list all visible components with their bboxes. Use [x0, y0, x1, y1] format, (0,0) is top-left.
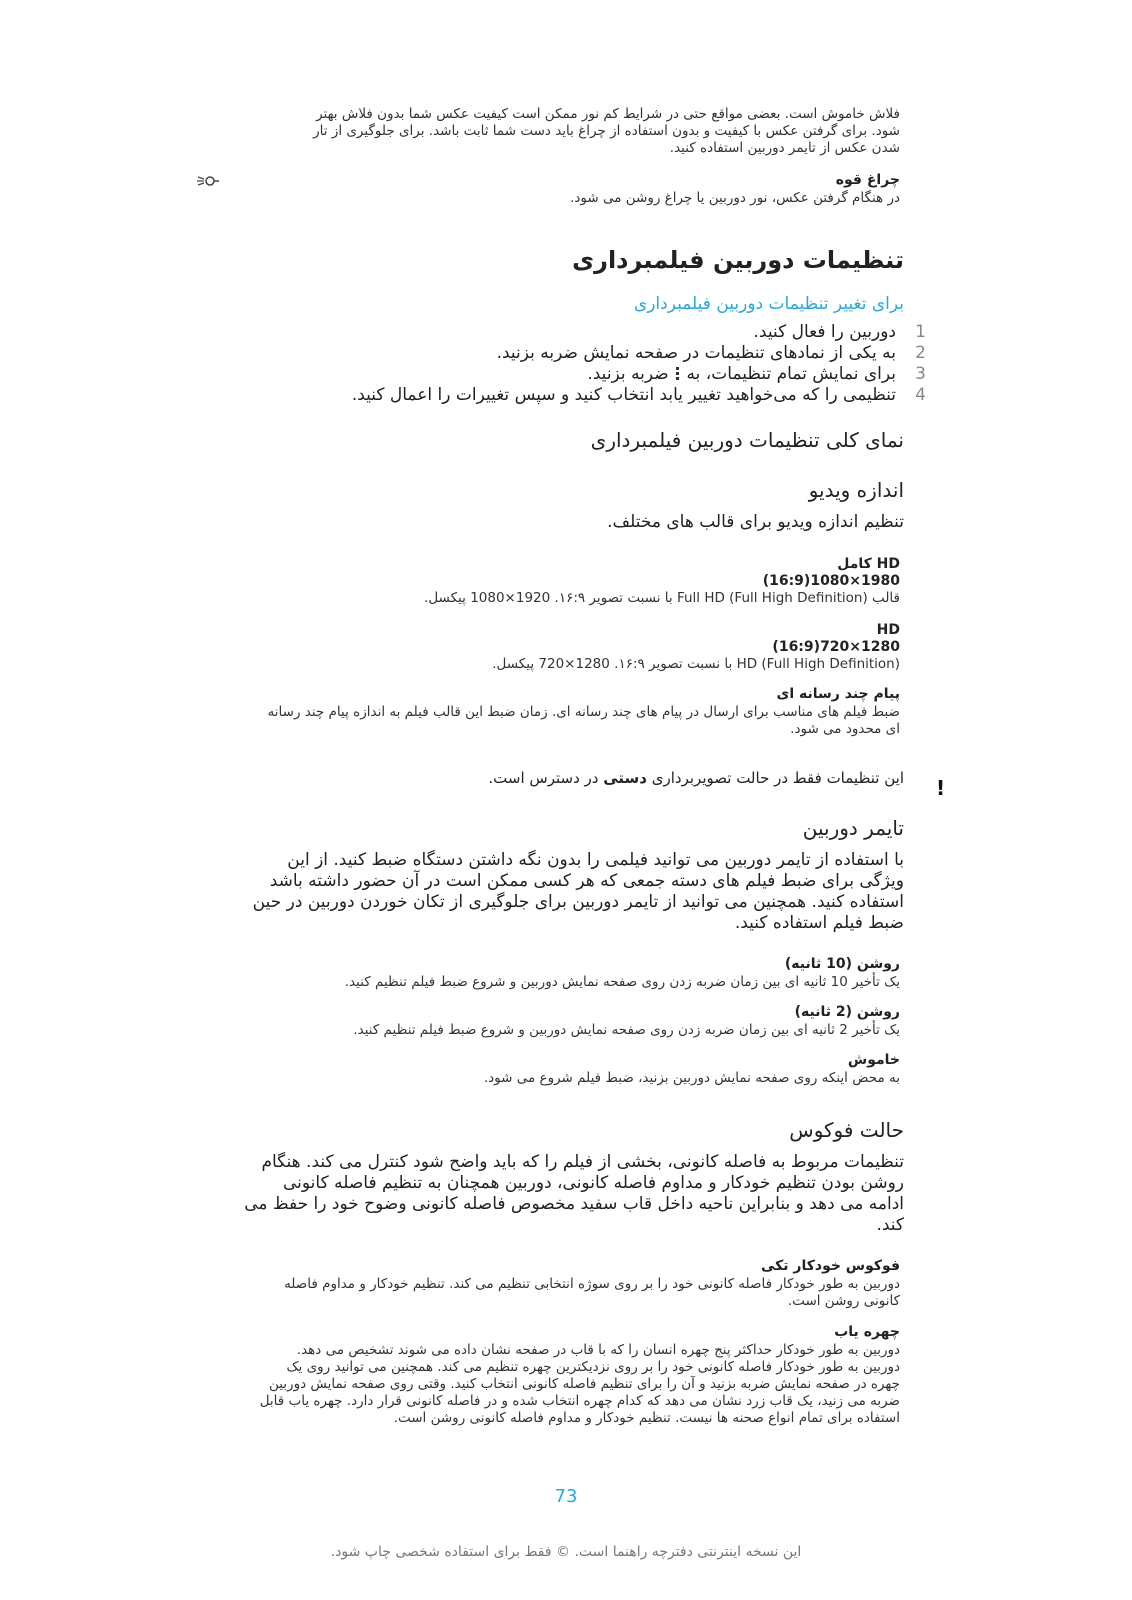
page-title: تنظیمات دوربین فیلمبرداری — [572, 246, 904, 274]
option-title: HD — [876, 622, 900, 638]
option-desc: قالب Full HD (Full High Definition) با نسبت تصویر ۱۶:۹. 1920×1080 پیکسل. — [424, 590, 900, 606]
torch-icon — [196, 175, 220, 187]
option-desc: دوربین به طور خودکار حداکثر پنج چهره انسان را که با قاب در صفحه نشان داده می شوند تشخیص می دهد. دوربین به طور خودکار فاصله کانونی خود را بر روی نزدیکترین چهره تنظیم می کند. همچنین می توانید روی یک چهره در صفحه نمایش ضربه بزنید و آن را برای تنظیم فاصله کانونی انتخاب کنید. وقتی روی صفحه نمایش دوربین ضربه می زنید، یک قاب زرد نشان می دهد که کدام چهره انتخاب شده و در فاصله کانونی قرار دارد. چهره یاب قابل استفاده برای تمام انواع صحنه ها نیست. تنظیم خودکار و مداوم فاصله کانونی روشن است. — [259, 1342, 900, 1426]
option-desc: ای محدود می شود. — [790, 721, 900, 737]
focus-mode-title: حالت فوکوس — [789, 1118, 904, 1142]
option-title: روشن (2 ثانیه) — [794, 1004, 900, 1020]
option-desc: به محض اینکه روی صفحه نمایش دوربین بزنید، ضبط فیلم شروع می شود. — [483, 1070, 900, 1086]
option-title: چهره یاب — [834, 1324, 900, 1340]
video-size-desc: تنظیم اندازه ویدیو برای قالب های مختلف. — [607, 512, 904, 532]
flash-note: فلاش خاموش است. بعضی مواقع حتی در شرایط کم نور ممکن است کیفیت عکس شما بدون فلاش بهتر شود. برای گرفتن عکس با کیفیت و بدون استفاده از چراغ باید دست شما ثابت باشد. برای جلوگیری از تار شدن عکس از تایمر دوربین استفاده کنید. — [313, 106, 900, 156]
option-desc: یک تأخیر 2 ثانیه ای بین زمان ضربه زدن روی صفحه نمایش دوربین و شروع ضبط فیلم تنظیم کنید. — [353, 1022, 900, 1038]
self-timer-desc: با استفاده از تایمر دوربین می توانید فیلمی را بدون نگه داشتن دستگاه ضبط کنید. از این ویژگی برای ضبط فیلم های دسته جمعی که هر کسی ممکن است در آن حضور داشته باشد استفاده کنید. همچنین می توانید از تایمر دوربین برای جلوگیری از تکان خوردن دوربین در حین ضبط فیلم استفاده کنید. — [252, 850, 904, 933]
option-title: روشن (10 ثانیه) — [784, 956, 900, 972]
option-resolution: 1980×1080(16:9) — [762, 573, 900, 589]
step-item: 4 تنظیمی را که می‌خواهید تغییر یابد انتخاب کنید و سپس تغییرات را اعمال کنید. — [351, 385, 926, 405]
warning-note: این تنظیمات فقط در حالت تصویربرداری دستی در دسترس است. — [488, 769, 904, 787]
option-title: HD کامل — [837, 556, 900, 572]
focus-mode-desc: تنظیمات مربوط به فاصله کانونی، بخشی از فیلم را که باید واضح شود کنترل می کند. هنگام روشن بودن تنظیم خودکار و مداوم فاصله کانونی، دوربین همچنان به تنظیم فاصله کانونی ادامه می دهد و بنابراین ناحیه داخل قاب سفید مخصوص فاصله کانونی وضوح خود را حفظ می کند. — [244, 1152, 904, 1235]
steps-list — [176, 322, 926, 406]
step-item: 1 دوربین را فعال کنید. — [753, 322, 926, 342]
step-item: 3 برای نمایش تمام تنظیمات، به ضربه بزنید. — [587, 364, 926, 384]
page-number: 73 — [554, 1486, 578, 1507]
option-resolution: 1280×720(16:9) — [772, 639, 900, 655]
page-footer: این نسخه اینترنتی دفترچه راهنما است. © فقط برای استفاده شخصی چاپ شود. — [330, 1544, 802, 1560]
overview-heading: نمای کلی تنظیمات دوربین فیلمبرداری — [590, 428, 904, 452]
more-options-icon — [676, 367, 679, 381]
option-desc: دوربین به طور خودکار فاصله کانونی خود را بر روی سوژه انتخابی تنظیم می کند. تنظیم خودکار و مداوم فاصله کانونی روشن است. — [284, 1276, 900, 1309]
option-title: پیام چند رسانه ای — [776, 686, 900, 702]
section-subheading: برای تغییر تنظیمات دوربین فیلمبرداری — [633, 294, 904, 314]
option-desc: یک تأخیر 10 ثانیه ای بین زمان ضربه زدن روی صفحه نمایش دوربین و شروع ضبط فیلم تنظیم کنید. — [344, 974, 900, 990]
torch-desc: در هنگام گرفتن عکس، نور دوربین یا چراغ روشن می شود. — [570, 190, 900, 206]
video-size-title: اندازه ویدیو — [808, 478, 904, 502]
option-title: فوکوس خودکار تکی — [760, 1258, 900, 1274]
option-desc: ضبط فیلم های مناسب برای ارسال در پیام های چند رسانه ای. زمان ضبط این قالب فیلم به اندازه پیام چند رسانه — [267, 704, 900, 720]
option-title: خاموش — [847, 1052, 900, 1068]
step-item: 2 به یکی از نمادهای تنظیمات در صفحه نمایش ضربه بزنید. — [496, 343, 926, 363]
torch-title: چراغ قوه — [835, 172, 900, 188]
option-desc: HD (Full High Definition) با نسبت تصویر ۱۶:۹. 1280×720 پیکسل. — [492, 656, 900, 672]
warning-icon: ! — [936, 776, 946, 800]
self-timer-title: تایمر دوربین — [802, 816, 904, 840]
